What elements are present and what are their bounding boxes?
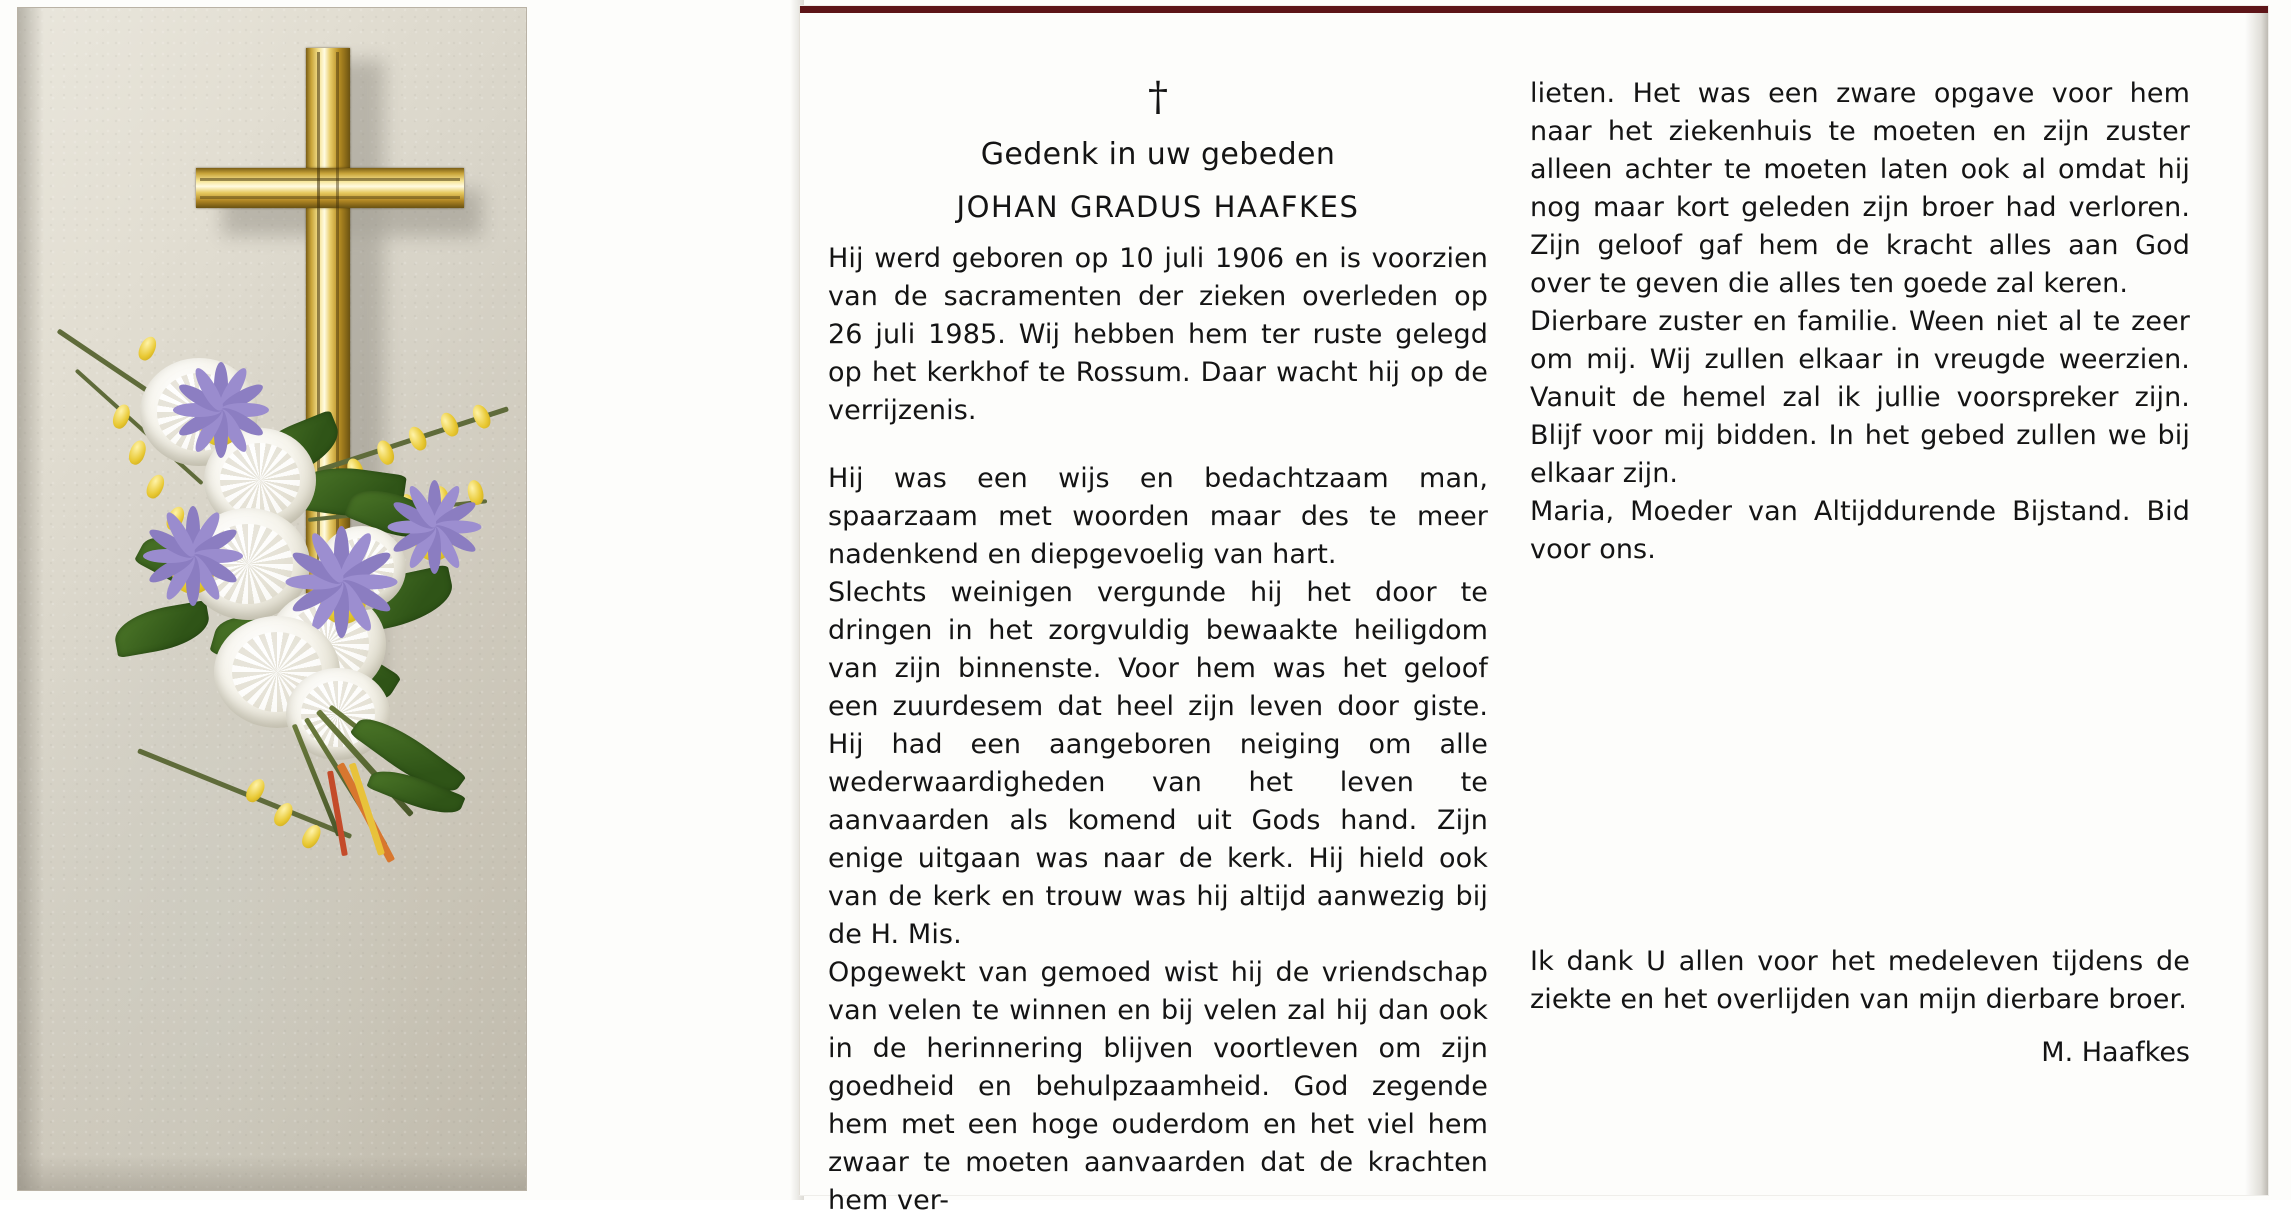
paragraph: Hij werd geboren op 10 juli 1906 en is voorzien van de sacramenten der zieken overleden op 26 juli 1985. Wij hebben hem ter ruste gelegd op het kerkhof te Rossum. Daar wacht hij op de verrijzenis.: [828, 243, 1488, 426]
floral-arrangement: [18, 308, 526, 1088]
purple-flower: [154, 360, 286, 492]
paragraph: Dierbare zuster en familie. Ween niet al te zeer om mij. Wij zullen elkaar in vreugde weerzien. Vanuit de hemel zal ik jullie voorspreker zijn. Blijf voor mij bidden. In het gebed zullen we bij elkaar zijn.: [1530, 306, 2190, 489]
thanks-block: [1530, 943, 2190, 1073]
purple-flower: [370, 478, 498, 606]
purple-flower: [124, 504, 260, 640]
cross-symbol-icon: †: [1148, 74, 1168, 120]
paragraph: Hij was een wijs en bedachtzaam man, spaarzaam met woorden maar des te meer nadenkend en diepgevoelig van hart.: [828, 463, 1488, 570]
photo-panel: [18, 8, 526, 1190]
photo-bottom-shadow: [18, 1156, 526, 1190]
text-column-right: [1530, 75, 2190, 569]
paragraph: Opgewekt van gemoed wist hij de vriendschap van velen te winnen en bij velen zal hij dan ook in de herinnering blijven voortleven om zijn goedheid en behulpzaamheid. God zegende hem met een hoge ouderdom en het viel hem zwaar te moeten aanvaarden dat de krachten hem ver-: [828, 957, 1488, 1216]
paragraph: lieten. Het was een zware opgave voor hem naar het ziekenhuis te moeten en zijn zuster alleen achter te moeten laten ook al omdat hij nog maar kort geleden zijn broer had verloren. Zijn geloof gaf hem de kracht alles aan God over te geven die alles ten goede zal keren.: [1530, 78, 2190, 299]
memorial-heading: Gedenk in uw gebeden: [980, 137, 1336, 172]
card-right-shadow: [2245, 13, 2268, 1195]
paragraph: Slechts weinigen vergunde hij het door te dringen in het zorgvuldig bewaakte heiligdom van zijn binnenste. Voor hem was het geloof een zuurdesem dat heel zijn leven door giste. Hij had een aangeboren neiging om alle wederwaardigheden van het leven te aanvaarden als komend uit Gods hand. Zijn enige uitgaan was naar de kerk. Hij hield ook van de kerk en trouw was hij altijd aanwezig bij de H. Mis.: [828, 577, 1488, 950]
photo-left-shadow: [18, 8, 44, 1190]
memorial-text-panel: [800, 6, 2268, 1216]
text-column-left: [828, 75, 1488, 1220]
thanks-text: Ik dank U allen voor het medeleven tijdens de ziekte en het overlijden van mijn dierbare broer.: [1530, 946, 2190, 1015]
signature: M. Haafkes: [2041, 1037, 2190, 1068]
paragraph: Maria, Moeder van Altijddurende Bijstand. Bid voor ons.: [1530, 496, 2190, 565]
deceased-name: JOHAN GRADUS HAAFKES: [956, 190, 1360, 224]
